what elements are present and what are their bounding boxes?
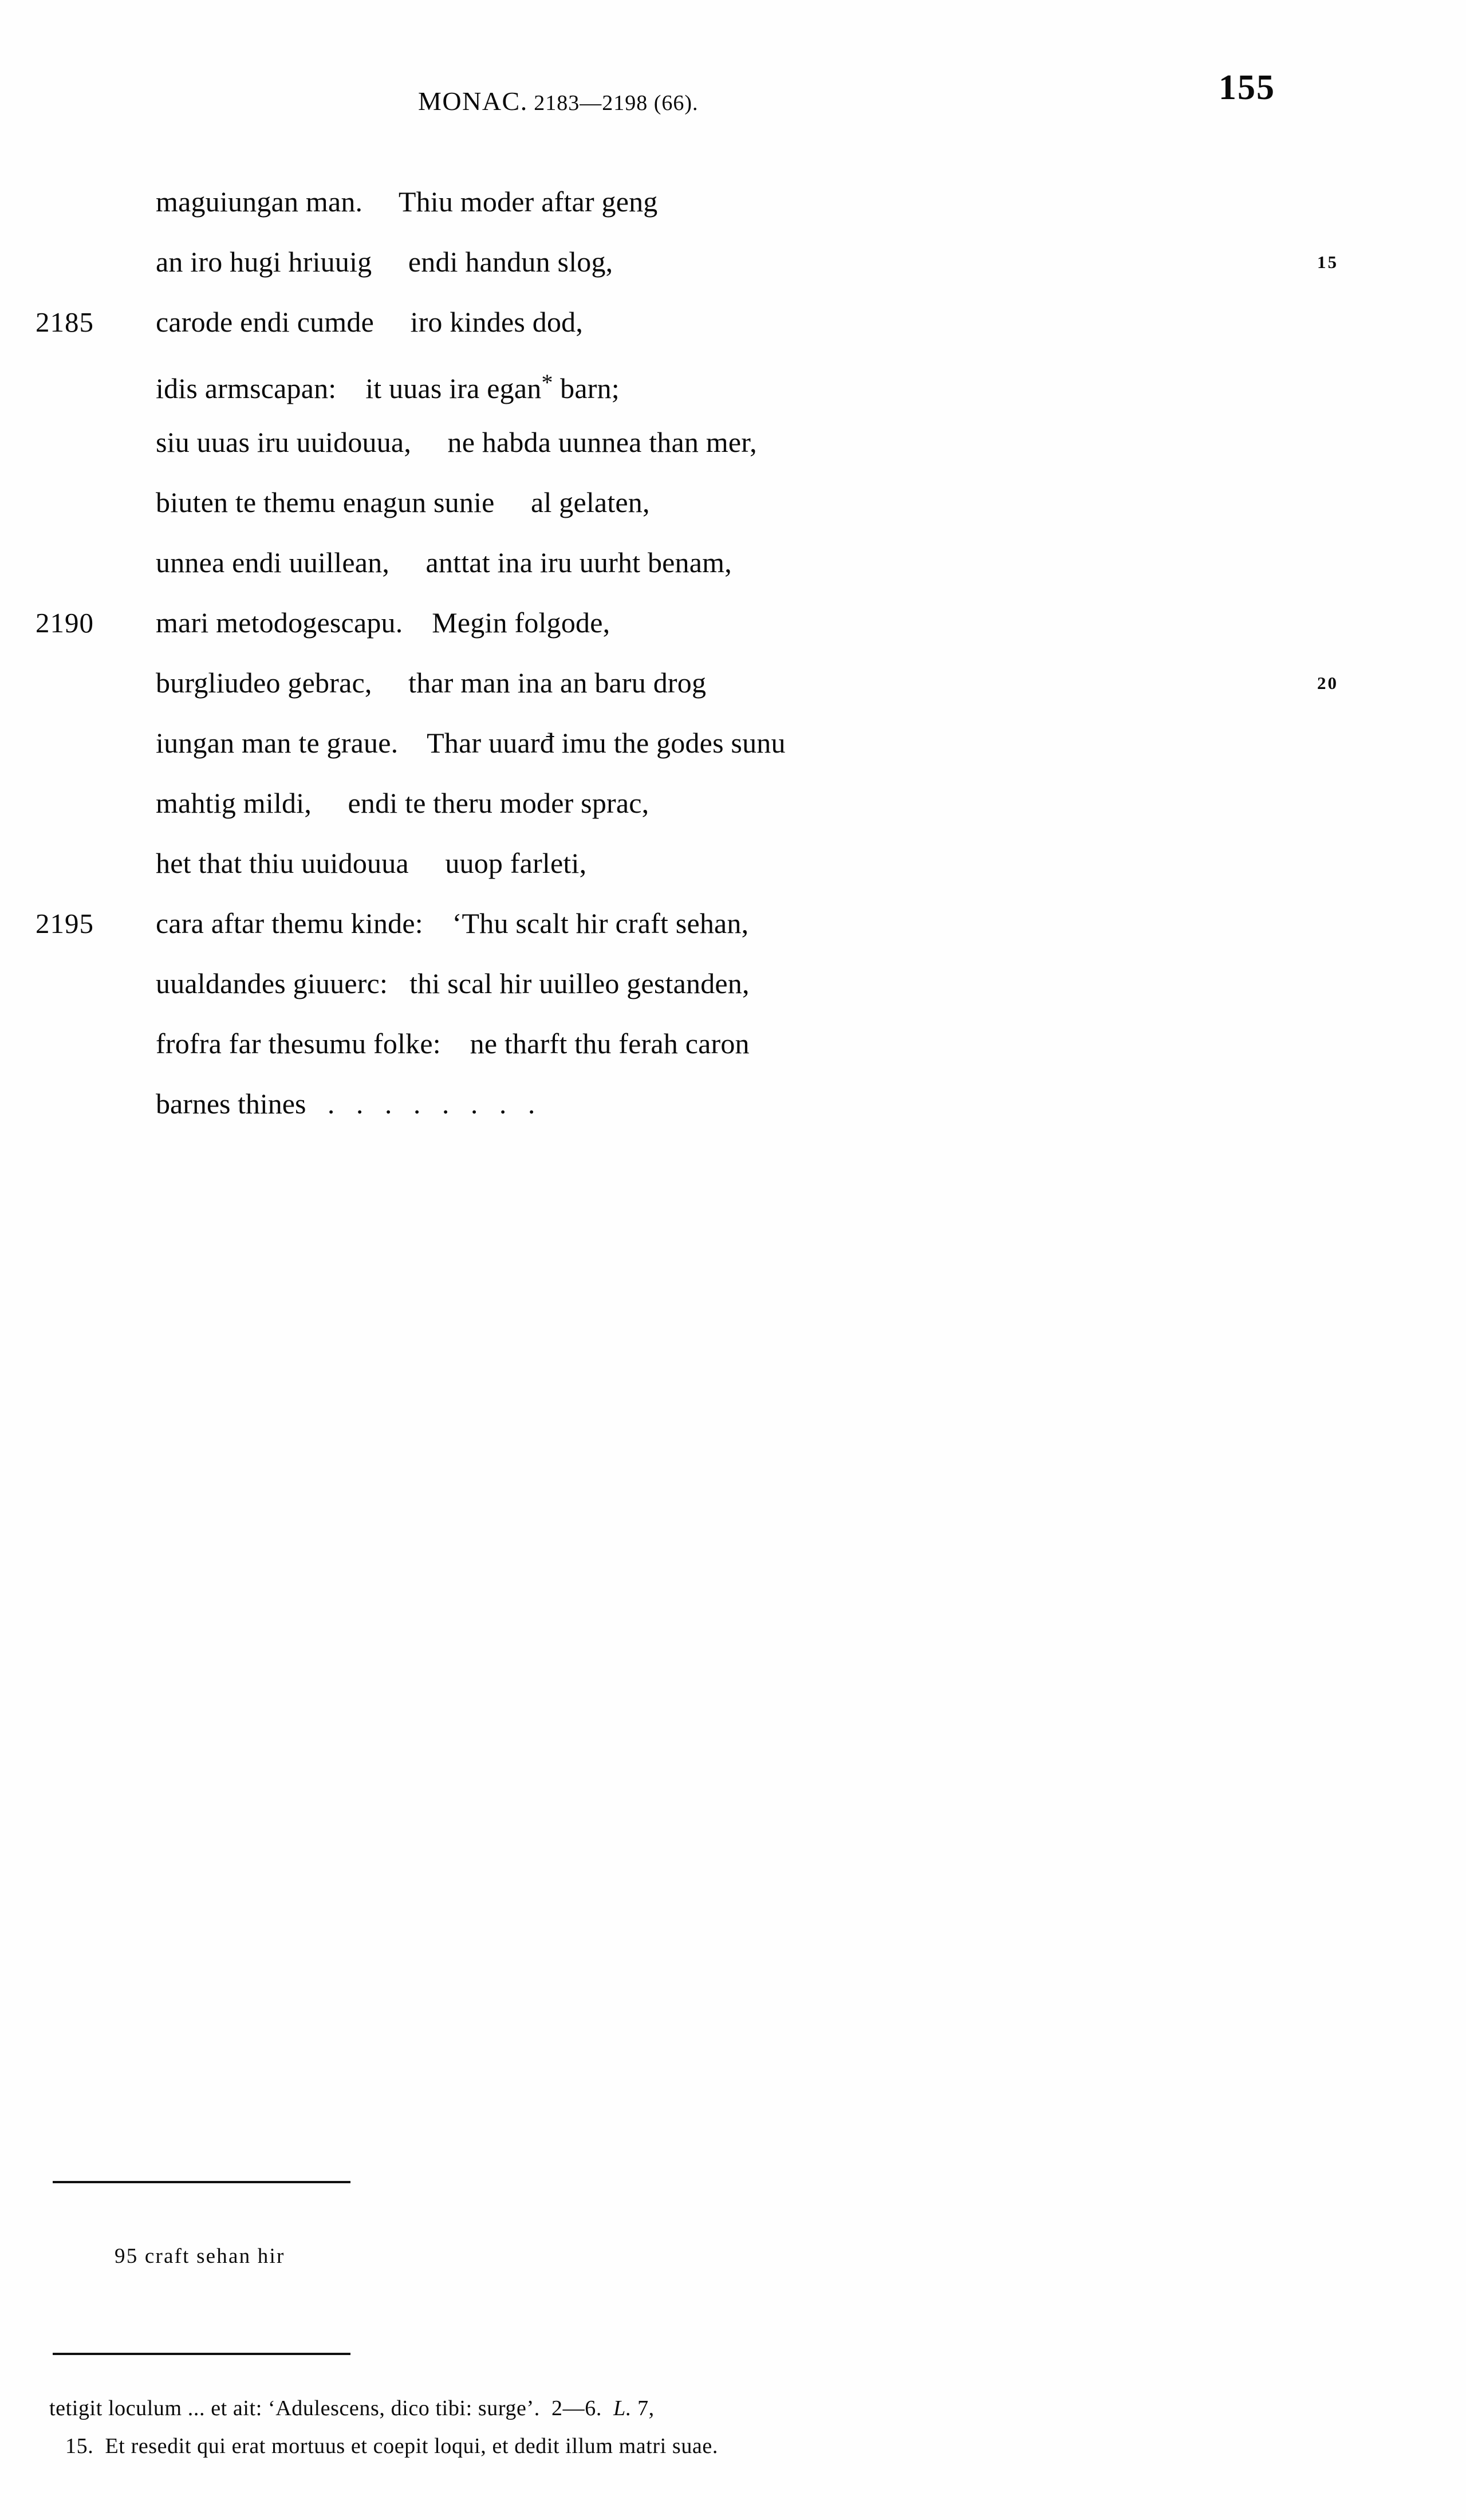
verse-line bbox=[0, 412, 1466, 472]
verse-line-text: burgliudeo gebrac, thar man ina an baru drog bbox=[156, 667, 707, 699]
verse-line-text-part: idis armscapan: it uuas ira egan bbox=[156, 372, 542, 404]
verse-line-text: mari metodogescapu. Megin folgode, bbox=[156, 607, 610, 639]
verse-line bbox=[0, 533, 1466, 593]
verse-line-text: carode endi cumde iro kindes dod, bbox=[156, 306, 584, 338]
latin-note-sigil: L. bbox=[613, 2396, 632, 2420]
verse-line-text: uualdandes giuuerc: thi scal hir uuilleo gestanden, bbox=[156, 967, 750, 999]
verse-line bbox=[0, 352, 1466, 412]
apparatus-rule-lower bbox=[53, 2353, 350, 2355]
verse-margin-number: 20 bbox=[1317, 673, 1338, 693]
verse-line bbox=[0, 893, 1466, 954]
verse-line bbox=[0, 954, 1466, 1014]
verse-line bbox=[0, 292, 1466, 352]
verse-line bbox=[0, 833, 1466, 893]
latin-note-reference: 7, bbox=[631, 2396, 655, 2420]
verse-line-text: frofra far thesumu folke: ne tharft thu ferah caron bbox=[156, 1027, 750, 1060]
verse-line-number: 2195 bbox=[36, 908, 94, 939]
running-head-range: 2183—2198 (66). bbox=[534, 91, 699, 115]
latin-note-line bbox=[49, 2389, 1424, 2427]
verse-line-text: barnes thines . . . . . . . . bbox=[156, 1088, 535, 1120]
verse-line-text: biuten te themu enagun sunie al gelaten, bbox=[156, 486, 650, 518]
verse-line bbox=[0, 653, 1466, 713]
verse-margin-number: 15 bbox=[1317, 252, 1338, 272]
verse-line-text bbox=[156, 352, 620, 419]
running-head-manuscript: MONAC. bbox=[418, 86, 528, 116]
latin-source-note bbox=[49, 2389, 1424, 2465]
running-head-title bbox=[418, 86, 699, 116]
verse-line-text: maguiungan man. Thiu moder aftar geng bbox=[156, 186, 658, 218]
verse-line bbox=[0, 472, 1466, 533]
verse-line-text: siu uuas iru uuidouua, ne habda uunnea than mer, bbox=[156, 426, 757, 458]
page-number: 155 bbox=[1219, 68, 1275, 107]
latin-note-line: 15. Et resedit qui erat mortuus et coepit loqui, et dedit illum matri suae. bbox=[65, 2434, 718, 2458]
apparatus-note: 95 craft sehan hir bbox=[115, 2245, 285, 2268]
verse-line-text: an iro hugi hriuuig endi handun slog, bbox=[156, 246, 613, 278]
verse-line-text: mahtig mildi, endi te theru moder sprac, bbox=[156, 787, 649, 819]
verse-line bbox=[0, 713, 1466, 773]
verse-block bbox=[0, 172, 1466, 1134]
verse-line bbox=[0, 593, 1466, 653]
verse-line bbox=[0, 232, 1466, 292]
verse-line-text: unnea endi uuillean, anttat ina iru uurht benam, bbox=[156, 546, 732, 578]
latin-note-text: tetigit loculum ... et ait: ‘Adulescens, dico tibi: surge’. 2—6. bbox=[49, 2396, 614, 2420]
verse-line-text: iungan man te graue. Thar uuarđ imu the godes sunu bbox=[156, 727, 786, 759]
verse-line bbox=[0, 172, 1466, 232]
verse-line-text: cara aftar themu kinde: ‘Thu scalt hir craft sehan, bbox=[156, 907, 749, 939]
verse-line bbox=[0, 1014, 1466, 1074]
apparatus-rule-upper bbox=[53, 2181, 350, 2183]
footnote-asterisk-marker: * bbox=[541, 369, 553, 395]
verse-line-text-tail: barn; bbox=[553, 372, 620, 404]
verse-line-number: 2185 bbox=[36, 306, 94, 338]
running-head bbox=[0, 68, 1466, 132]
verse-line bbox=[0, 1074, 1466, 1134]
verse-line bbox=[0, 773, 1466, 833]
verse-line-number: 2190 bbox=[36, 607, 94, 639]
verse-line-text: het that thiu uuidouua uuop farleti, bbox=[156, 847, 587, 879]
